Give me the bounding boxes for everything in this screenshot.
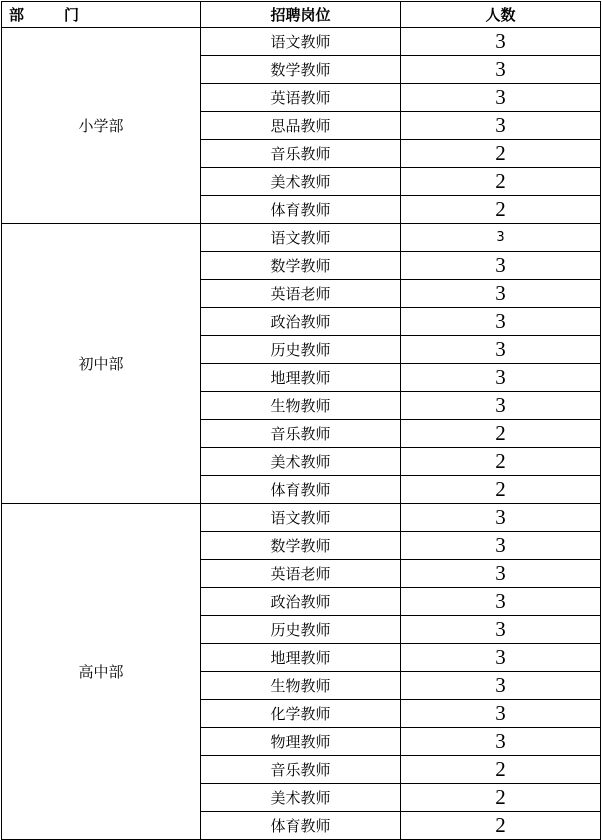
count-cell: 3 — [401, 336, 601, 364]
count-cell: 3 — [401, 532, 601, 560]
position-cell: 生物教师 — [201, 672, 401, 700]
position-cell: 英语教师 — [201, 84, 401, 112]
position-cell: 体育教师 — [201, 812, 401, 840]
table-row — [2, 504, 601, 532]
count-cell: 3 — [401, 84, 601, 112]
table-body — [2, 28, 601, 840]
header-department — [2, 2, 201, 28]
position-cell: 英语老师 — [201, 560, 401, 588]
department-cell: 初中部 — [2, 224, 201, 504]
count-cell: 3 — [401, 700, 601, 728]
position-cell: 历史教师 — [201, 336, 401, 364]
position-cell: 生物教师 — [201, 392, 401, 420]
count-cell: 3 — [401, 56, 601, 84]
count-cell: 3 — [401, 644, 601, 672]
position-cell: 物理教师 — [201, 728, 401, 756]
header-row — [2, 2, 601, 28]
position-cell: 数学教师 — [201, 532, 401, 560]
count-cell: 2 — [401, 168, 601, 196]
count-cell: 3 — [401, 252, 601, 280]
count-cell: 3 — [401, 112, 601, 140]
position-cell: 语文教师 — [201, 504, 401, 532]
position-cell: 音乐教师 — [201, 140, 401, 168]
position-cell: 美术教师 — [201, 784, 401, 812]
header-department-char-1: 部 — [9, 6, 25, 24]
position-cell: 政治教师 — [201, 308, 401, 336]
position-cell: 化学教师 — [201, 700, 401, 728]
count-cell: 2 — [401, 448, 601, 476]
position-cell: 政治教师 — [201, 588, 401, 616]
position-cell: 英语老师 — [201, 280, 401, 308]
count-cell: 3 — [401, 392, 601, 420]
count-cell: 3 — [401, 728, 601, 756]
position-cell: 音乐教师 — [201, 420, 401, 448]
count-cell: 3 — [401, 308, 601, 336]
position-cell: 历史教师 — [201, 616, 401, 644]
count-cell: 2 — [401, 784, 601, 812]
count-cell: 2 — [401, 420, 601, 448]
position-cell: 美术教师 — [201, 168, 401, 196]
count-cell: 3 — [401, 280, 601, 308]
recruitment-table — [1, 1, 601, 840]
position-cell: 音乐教师 — [201, 756, 401, 784]
position-cell: 数学教师 — [201, 252, 401, 280]
count-cell: 2 — [401, 756, 601, 784]
count-cell: 2 — [401, 476, 601, 504]
department-cell: 高中部 — [2, 504, 201, 840]
header-position: 招聘岗位 — [201, 2, 401, 28]
count-cell: 2 — [401, 812, 601, 840]
position-cell: 地理教师 — [201, 364, 401, 392]
count-cell: 2 — [401, 140, 601, 168]
position-cell: 语文教师 — [201, 28, 401, 56]
count-cell: 3 — [401, 560, 601, 588]
count-cell: 3 — [401, 616, 601, 644]
position-cell: 语文教师 — [201, 224, 401, 252]
position-cell: 美术教师 — [201, 448, 401, 476]
position-cell: 数学教师 — [201, 56, 401, 84]
header-count: 人数 — [401, 2, 601, 28]
count-cell: 3 — [401, 28, 601, 56]
header-department-char-2: 门 — [64, 6, 80, 24]
position-cell: 体育教师 — [201, 196, 401, 224]
table-row — [2, 224, 601, 252]
count-cell: 2 — [401, 196, 601, 224]
position-cell: 体育教师 — [201, 476, 401, 504]
count-cell: 3 — [401, 588, 601, 616]
department-cell: 小学部 — [2, 28, 201, 224]
count-cell: 3 — [401, 224, 601, 252]
position-cell: 地理教师 — [201, 644, 401, 672]
table-row — [2, 28, 601, 56]
count-cell: 3 — [401, 672, 601, 700]
position-cell: 思品教师 — [201, 112, 401, 140]
count-cell: 3 — [401, 364, 601, 392]
count-cell: 3 — [401, 504, 601, 532]
